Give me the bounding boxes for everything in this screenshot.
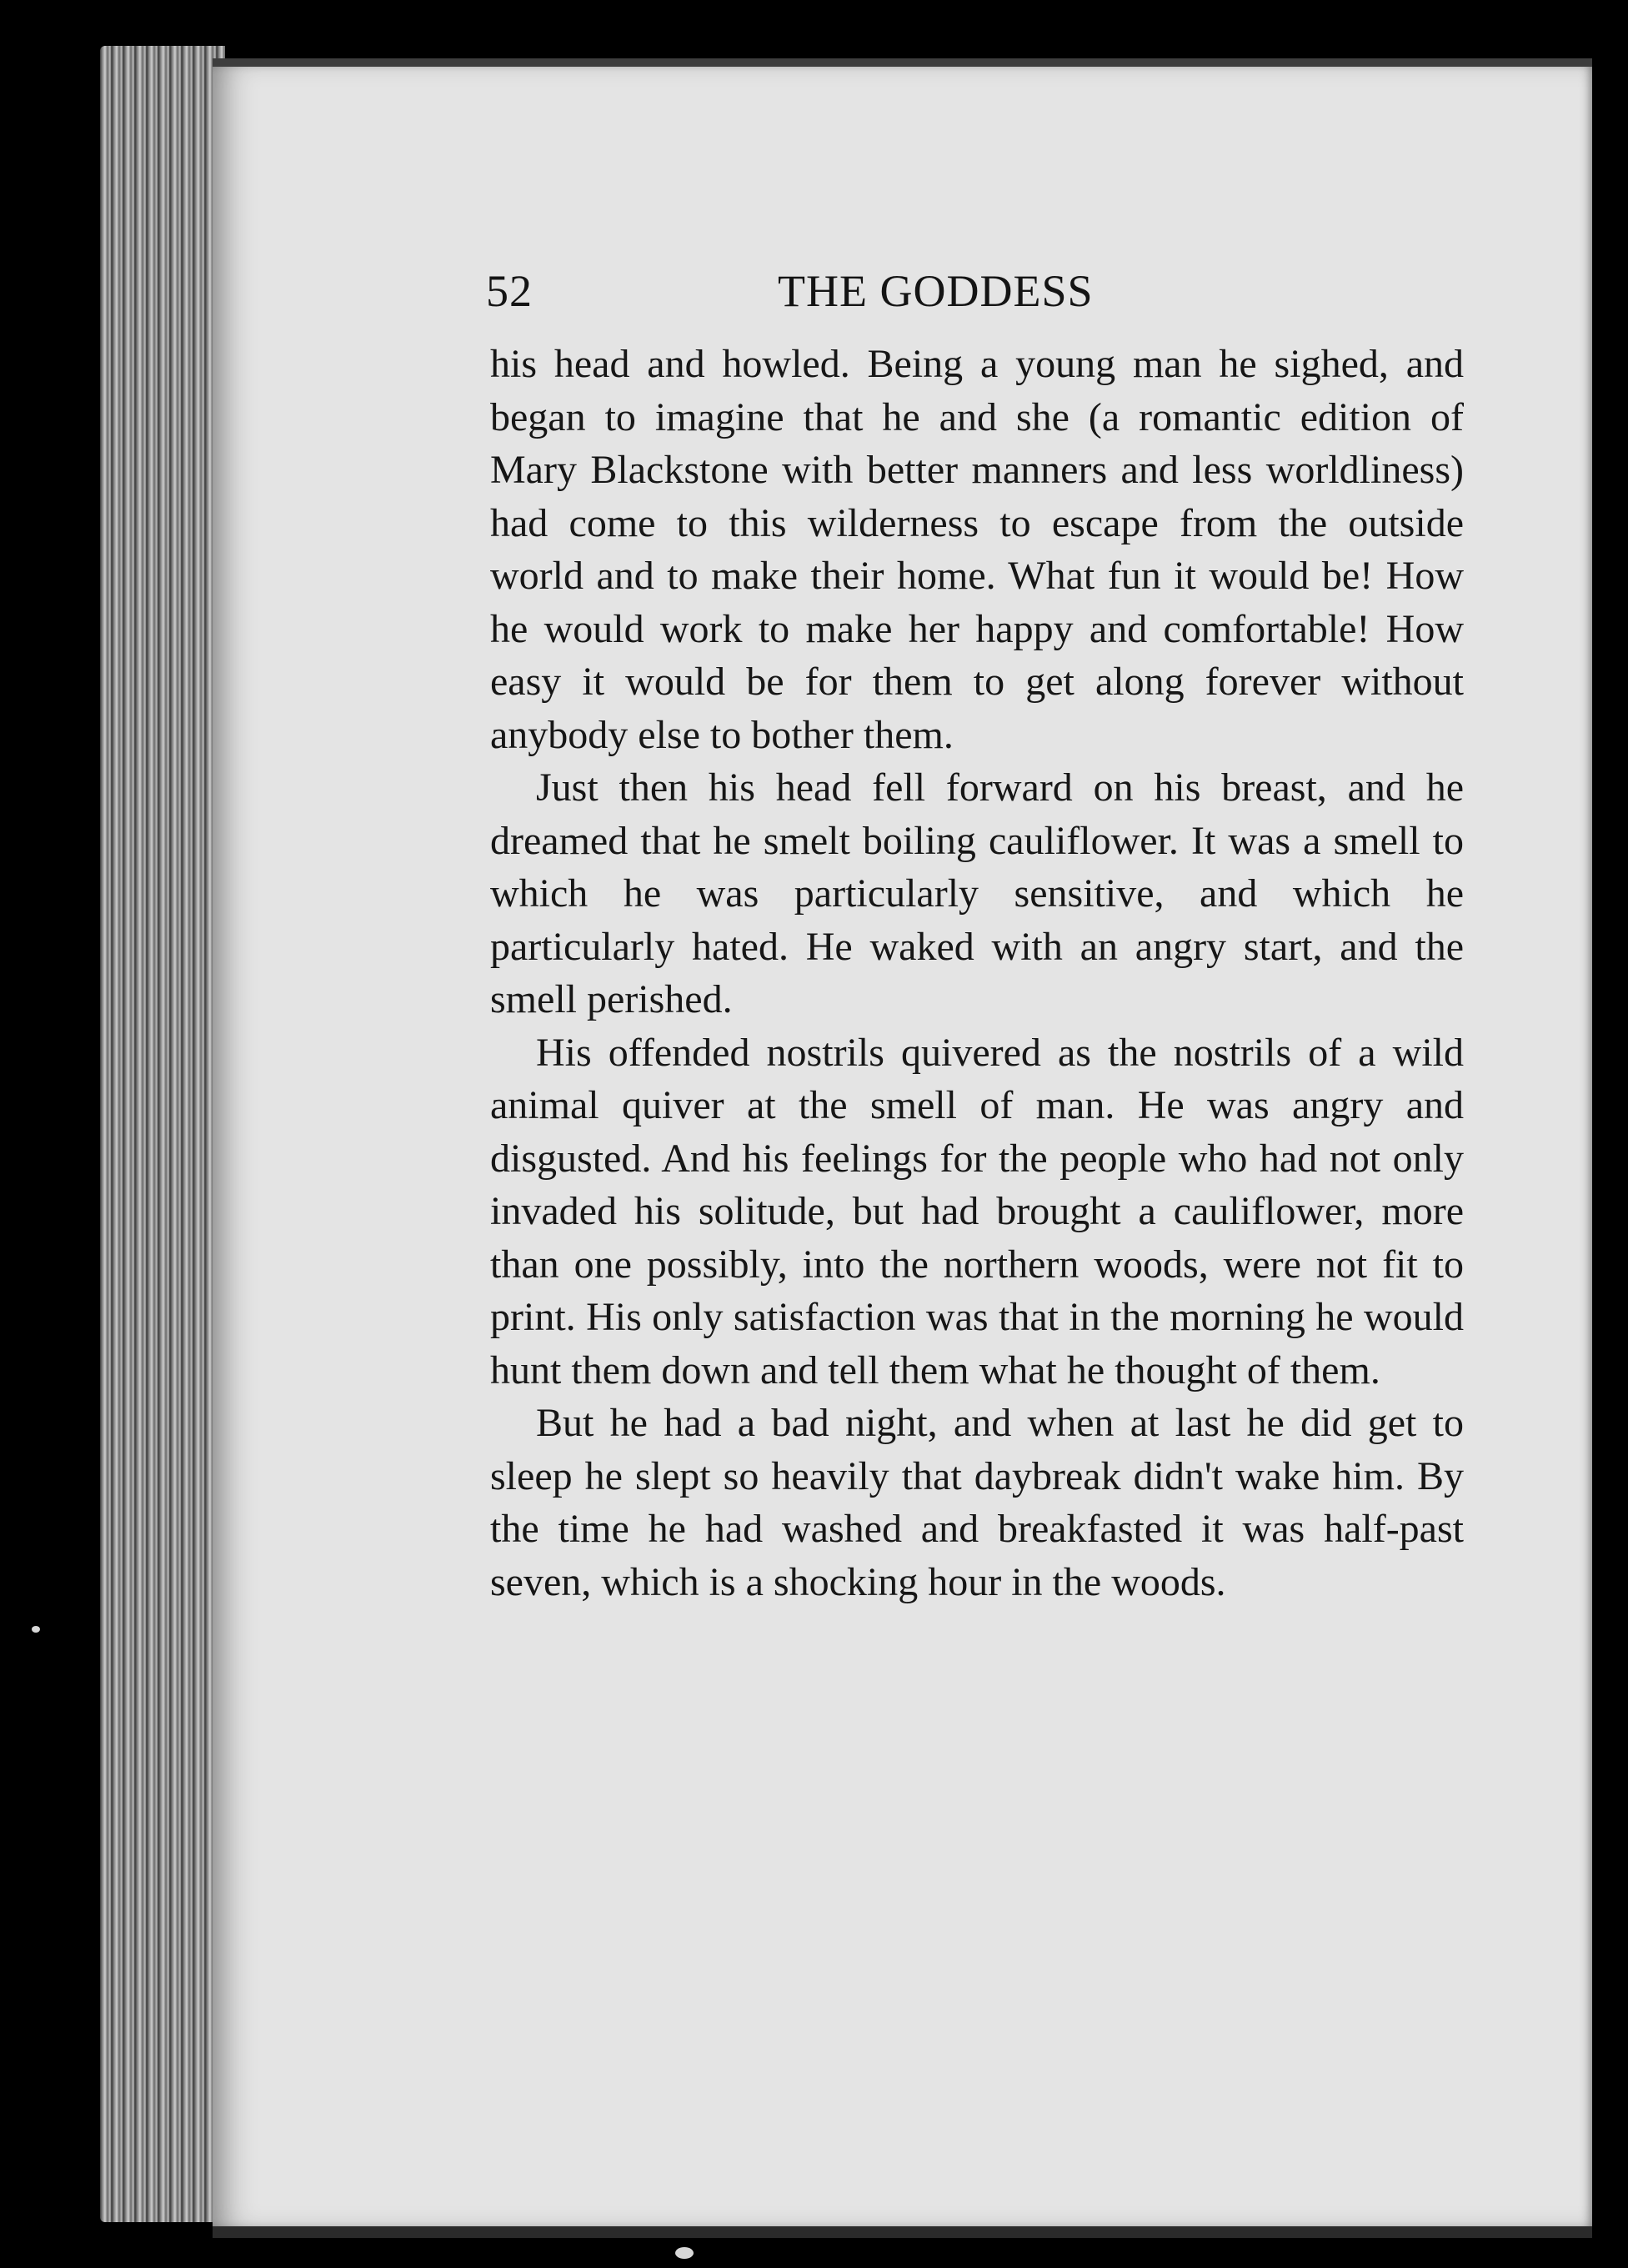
paragraph-2: Just then his head fell forward on his breast, and he dreamed that he smelt boiling cauliflower. It was a smell to which he was particularly sensitive, and which he particularly hated. He waked with an angry start, and the smell perished. — [490, 765, 1464, 1021]
scan-speck — [32, 1626, 40, 1633]
scan-speck — [675, 2247, 694, 2259]
body-text — [490, 338, 1464, 1608]
running-title: THE GODDESS — [778, 266, 1094, 316]
page-edges — [100, 46, 225, 2222]
paragraph-1: his head and howled. Being a young man he sighed, and began to imagine that he and she (a romantic edition of Mary Blackstone with better manners and less worldliness) had come to this wilderness to escape from the outside world and to make their home. What fun it would be! How he would work to make her happy and comfortable! How easy it would be for them to get along forever without anybody else to bother them. — [490, 342, 1464, 757]
paragraph-4: But he had a bad night, and when at last he did get to sleep he slept so heavily that daybreak didn't wake him. By the time he had washed and breakfasted it was half-past seven, which is a shocking hour in the woods. — [490, 1401, 1464, 1604]
running-head — [486, 265, 1170, 324]
page-number: 52 — [486, 266, 533, 316]
paragraph-3: His offended nostrils quivered as the nostrils of a wild animal quiver at the smell of man. He was angry and disgusted. And his feelings for the people who had not only invaded his solitude, but had brought a cauliflower, more than one possibly, into the northern woods, were not fit to print. His only satisfaction was that in the morning he would hunt them down and tell them what he thought of them. — [490, 1030, 1464, 1392]
